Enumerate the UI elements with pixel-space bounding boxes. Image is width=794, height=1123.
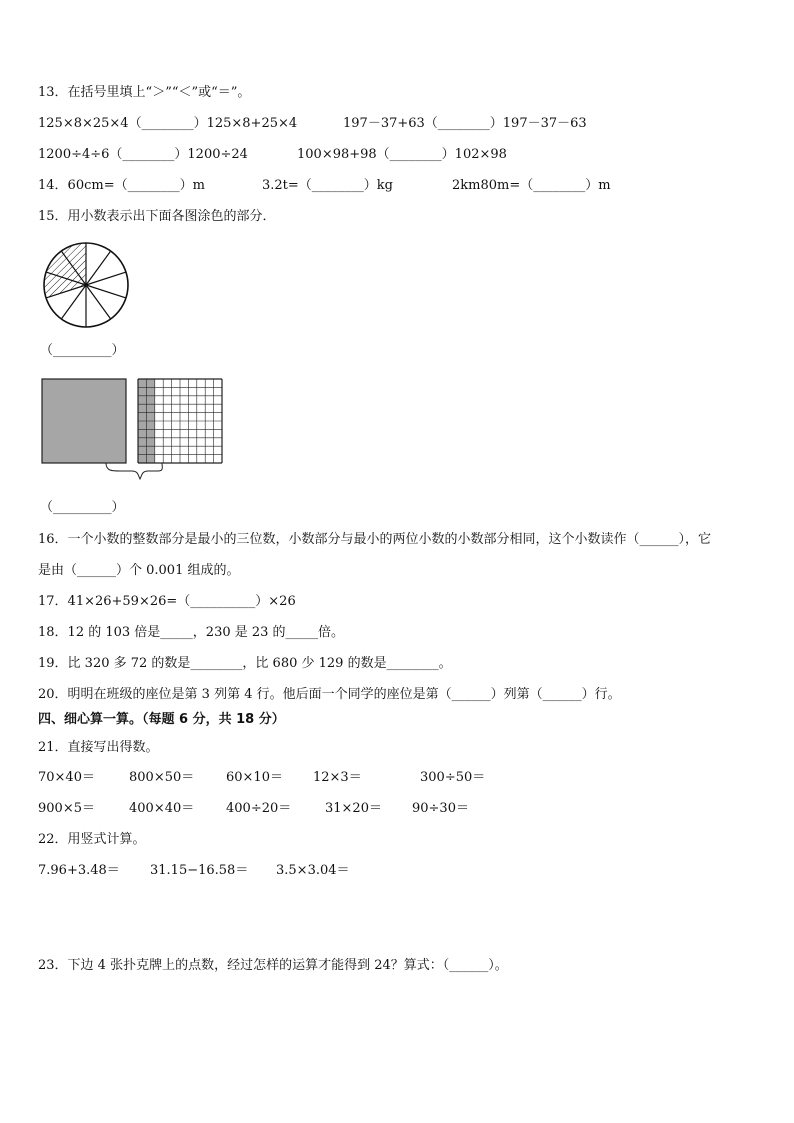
q20-text: 20．明明在班级的座位是第 3 列第 4 行。他后面一个同学的座位是第（______）列第（______）行。 — [38, 687, 621, 702]
q15-blank-2[interactable]: （_________） — [40, 500, 125, 515]
q19-text: 19．比 320 多 72 的数是________，比 680 少 129 的数是________。 — [38, 656, 452, 671]
q21-item: 70×40＝ — [38, 770, 95, 785]
q15-blank-1[interactable]: （_________） — [40, 343, 125, 358]
circle-divider-line — [86, 285, 126, 298]
q13-row1-left: 125×8×25×4（________）125×8+25×4 — [38, 116, 298, 131]
circle-divider-line — [86, 285, 111, 319]
q13-title: 13．在括号里填上“＞”“＜”或“＝”。 — [38, 85, 251, 100]
q15-shaded-circle-figure — [40, 242, 132, 330]
q18-text: 18．12 的 103 倍是_____，230 是 23 的_____倍。 — [38, 625, 345, 640]
q22-title: 22．用竖式计算。 — [38, 832, 146, 847]
q16-line-2: 是由（______）个 0.001 组成的。 — [38, 563, 240, 578]
q21-item: 400÷20＝ — [226, 801, 292, 816]
q22-item: 7.96+3.48＝ — [38, 863, 120, 878]
q21-item: 12×3＝ — [313, 770, 362, 785]
q13-row2-right: 100×98+98（________）102×98 — [297, 147, 507, 162]
q21-item: 300÷50＝ — [420, 770, 486, 785]
q14-part-a: 14．60cm=（________）m — [38, 178, 205, 193]
q21-item: 60×10＝ — [226, 770, 283, 785]
q22-item: 3.5×3.04＝ — [276, 863, 350, 878]
q21-item: 90÷30＝ — [412, 801, 469, 816]
q15-square-grid-figure — [40, 377, 230, 487]
fully-shaded-square — [42, 379, 126, 463]
q21-item: 800×50＝ — [129, 770, 195, 785]
q21-item: 400×40＝ — [129, 801, 195, 816]
circle-divider-line — [86, 251, 111, 285]
q21-item: 900×5＝ — [38, 801, 95, 816]
q21-title: 21．直接写出得数。 — [38, 740, 159, 755]
brace-icon — [106, 463, 162, 479]
q14-part-c: 2km80m=（________）m — [452, 178, 611, 193]
section-4-heading: 四、细心算一算。（每题 6 分，共 18 分） — [38, 712, 285, 727]
q13-row1-right: 197－37+63（________）197－37－63 — [343, 116, 587, 131]
q15-title: 15．用小数表示出下面各图涂色的部分． — [38, 209, 276, 224]
q22-item: 31.15−16.58＝ — [150, 863, 249, 878]
q23-text: 23．下边 4 张扑克牌上的点数，经过怎样的运算才能得到 24？算式：（______）。 — [38, 958, 508, 973]
q17-text: 17．41×26+59×26=（__________）×26 — [38, 594, 296, 609]
q13-row2-left: 1200÷4÷6（________）1200÷24 — [38, 147, 248, 162]
q21-item: 31×20＝ — [325, 801, 382, 816]
q14-part-b: 3.2t=（________）kg — [262, 178, 393, 193]
q16-line-1: 16．一个小数的整数部分是最小的三位数，小数部分与最小的两位小数的小数部分相同，这个小数读作（______），它 — [38, 532, 712, 547]
circle-divider-line — [86, 272, 126, 285]
